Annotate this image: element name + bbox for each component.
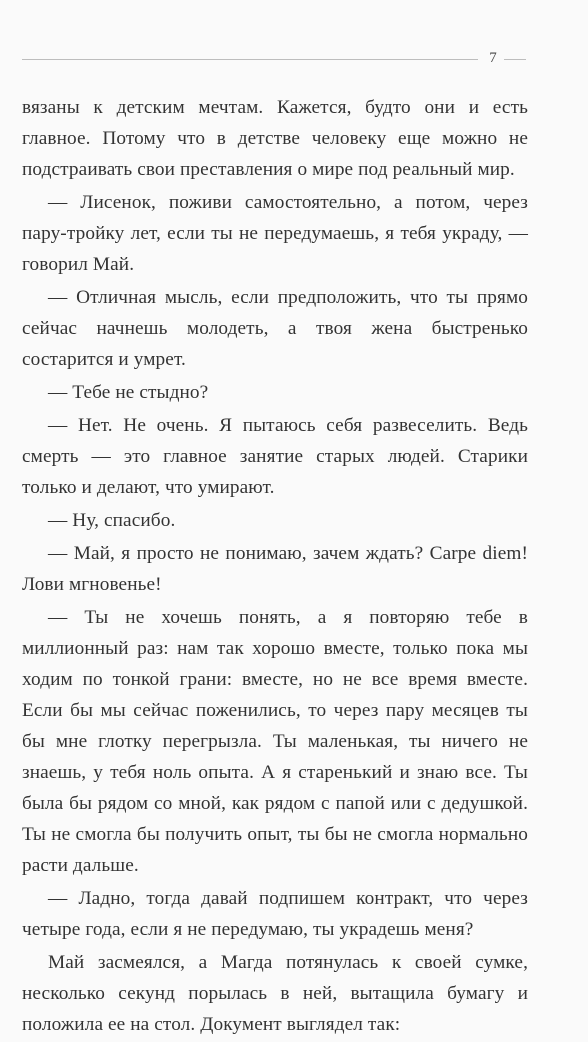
paragraph: — Ладно, тогда давай подпишем контракт, что через четыре года, если я не передумаю, ты украдешь меня? bbox=[22, 888, 528, 940]
paragraph: — Тебе не стыдно? bbox=[48, 382, 209, 403]
running-header bbox=[22, 48, 526, 68]
paragraph: — Отличная мысль, если предположить, что ты прямо сейчас начнешь молодеть, а твоя жена быстренько состарится и умрет. bbox=[22, 287, 528, 370]
body-text bbox=[22, 92, 528, 1042]
page-number: 7 bbox=[489, 50, 497, 66]
header-rule-left bbox=[22, 59, 478, 60]
paragraph: — Ты не хочешь понять, а я повторяю тебе в миллионный раз: нам так хорошо вместе, только пока мы ходим по тонкой грани: вместе, но не все время вместе. Если бы мы сейчас поженились, то через пару месяцев ты бы мне глотку перегрызла. Ты маленькая, ты ничего не знаешь, у тебя ноль опыта. А я старенький и знаю все. Ты была бы рядом со мной, как рядом с папой или с дедушкой. Ты не смогла бы получить опыт, ты бы не смогла нормально расти дальше. bbox=[22, 607, 528, 876]
paragraph: Май засмеялся, а Магда потянулась к своей сумке, несколько секунд порылась в ней, вытащила бумагу и положила ее на стол. Документ выглядел так: bbox=[22, 952, 528, 1035]
paragraph: — Май, я просто не понимаю, зачем ждать? Carpe diem! Лови мгновенье! bbox=[22, 543, 528, 595]
paragraph: — Ну, спасибо. bbox=[48, 510, 176, 531]
paragraph: — Нет. Не очень. Я пытаюсь себя развеселить. Ведь смерть — это главное занятие старых людей. Старики только и делают, что умирают. bbox=[22, 415, 528, 498]
paragraph: вязаны к детским мечтам. Кажется, будто они и есть главное. Потому что в детстве человеку еще можно не подстраивать свои преставления о мире под реальный мир. bbox=[22, 97, 528, 180]
paragraph: — Лисенок, поживи самостоятельно, а потом, через пару-тройку лет, если ты не передумаешь, я тебя украду, — говорил Май. bbox=[22, 192, 528, 275]
header-rule-right bbox=[504, 59, 526, 60]
